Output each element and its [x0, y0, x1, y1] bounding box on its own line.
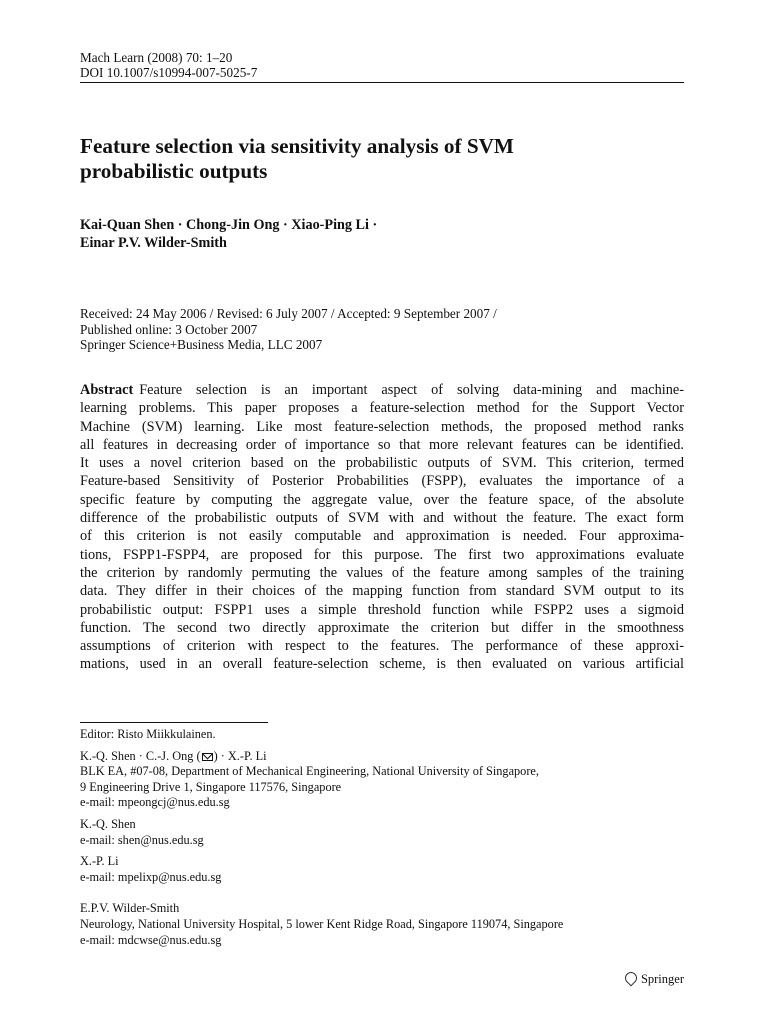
affiliation-line: 9 Engineering Drive 1, Singapore 117576, Singapore	[80, 779, 342, 794]
abstract-line: Feature-based Sensitivity of Posterior Probabilities (FSPP), evaluates the importance of a	[80, 473, 684, 490]
author-li-name: X.-P. Li	[80, 854, 119, 869]
abstract-line: of this criterion is not easily computable and approximation is needed. Four approxima-	[80, 528, 684, 545]
abstract-line: learning problems. This paper proposes a feature-selection method for the Support Vector	[80, 400, 684, 417]
publisher-name: Springer	[640, 972, 684, 986]
email-ong[interactable]: e-mail: mpeongcj@nus.edu.sg	[80, 795, 230, 810]
authors-line-2: Einar P.V. Wilder-Smith	[80, 235, 227, 251]
footnote-rule	[80, 722, 268, 723]
authors-line-1: Kai-Quan Shen · Chong-Jin Ong · Xiao-Ping Li ·	[80, 217, 378, 233]
abstract-line: probabilistic output: FSPP1 uses a simple threshold function while FSPP2 uses a sigmoid	[80, 601, 684, 618]
abstract-line: all features in decreasing order of importance so that more relevant features can be identified.	[80, 436, 684, 453]
publication-history	[80, 306, 497, 353]
abstract	[80, 381, 684, 674]
abstract-line: Machine (SVM) learning. Like most feature-selection methods, the proposed method ranks	[80, 418, 684, 435]
title-line-1: Feature selection via sensitivity analysis of SVM	[80, 134, 514, 158]
email-shen[interactable]: e-mail: shen@nus.edu.sg	[80, 832, 204, 847]
abstract-line: Abstract Feature selection is an important aspect of solving data-mining and machine-	[80, 382, 684, 398]
affiliation-line: BLK EA, #07-08, Department of Mechanical Engineering, National University of Singapore,	[80, 764, 539, 779]
abstract-line: data. They differ in their choices of the mapping function from standard SVM output to its	[80, 583, 684, 600]
paper-title	[80, 134, 684, 184]
abstract-line: difference of the probabilistic outputs of SVM with and without the feature. The exact form	[80, 510, 684, 527]
editor-note: Editor: Risto Miikkulainen.	[80, 727, 216, 741]
abstract-line: tions, FSPP1-FSPP4, are proposed for this purpose. The first two approximations evaluate	[80, 546, 684, 563]
abstract-label: Abstract	[80, 382, 134, 398]
author-shen-name: K.-Q. Shen	[80, 816, 136, 831]
publisher-logo	[625, 971, 684, 987]
email-li[interactable]: e-mail: mpelixp@nus.edu.sg	[80, 869, 222, 884]
header-rule	[80, 82, 684, 83]
copyright-line: Springer Science+Business Media, LLC 2007	[80, 337, 323, 352]
history-line-2: Published online: 3 October 2007	[80, 321, 258, 337]
email-wilder-smith[interactable]: e-mail: mdcwse@nus.edu.sg	[80, 932, 222, 947]
doi[interactable]: DOI 10.1007/s10994-007-5025-7	[80, 65, 258, 80]
abstract-line: specific feature by computing the aggregate value, over the feature space, of the absolute	[80, 491, 684, 508]
abstract-line: the criterion by randomly permuting the values of the feature among samples of the training	[80, 564, 684, 581]
footnotes	[80, 727, 684, 948]
author-wilder-smith-name: E.P.V. Wilder-Smith	[80, 901, 180, 916]
abstract-line: mations, used in an overall feature-selection scheme, is then evaluated on various artificial	[80, 656, 684, 673]
paper-page	[80, 0, 684, 1024]
journal-citation: Mach Learn (2008) 70: 1–20	[80, 50, 233, 65]
history-line-1: Received: 24 May 2006 / Revised: 6 July 2007 / Accepted: 9 September 2007 /	[80, 306, 497, 321]
author-list	[80, 216, 377, 252]
abstract-line: function. The second two directly approximate the criterion but differ in the smoothness	[80, 619, 684, 636]
abstract-line: assumptions of criterion with respect to the features. The performance of these approxi-	[80, 638, 684, 655]
envelope-icon	[202, 753, 213, 761]
wilder-smith-affiliation: Neurology, National University Hospital, 5 lower Kent Ridge Road, Singapore 119074, Singapore	[80, 916, 564, 931]
title-line-2: probabilistic outputs	[80, 159, 268, 183]
springer-horse-icon	[622, 970, 639, 987]
abstract-line: It uses a novel criterion based on the probabilistic outputs of SVM. This criterion, termed	[80, 455, 684, 472]
journal-header	[80, 50, 257, 80]
corresponding-authors: K.-Q. Shen · C.-J. Ong ( ) · X.-P. Li	[80, 748, 267, 763]
